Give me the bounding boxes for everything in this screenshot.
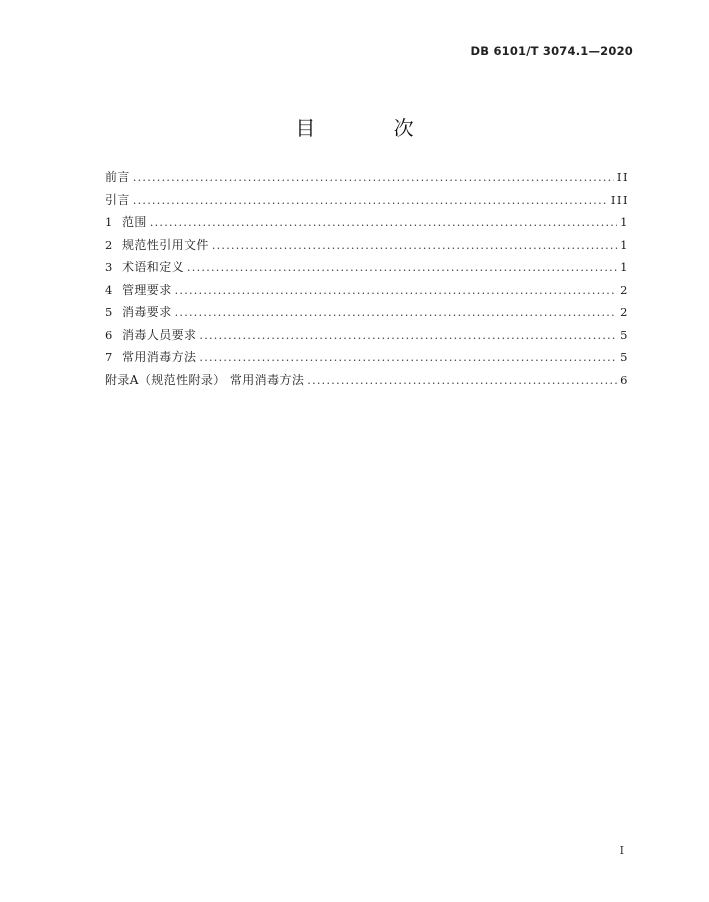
dot-leader <box>150 212 617 235</box>
toc-entry-page: 5 <box>620 350 629 364</box>
toc-entry-page: 1 <box>620 215 629 229</box>
toc-entry-label: 消毒人员要求 <box>122 327 197 342</box>
toc-entry-appendix-a[interactable] <box>105 369 629 392</box>
toc-entry-number: 1 <box>105 215 113 229</box>
toc-entry-terms-definitions[interactable] <box>105 256 629 279</box>
dot-leader <box>212 235 617 258</box>
toc-entry-label: 消毒要求 <box>122 305 172 319</box>
toc-entry-label: 附录A（规范性附录） 常用消毒方法 <box>105 372 305 387</box>
toc-title: 目 次 <box>295 116 450 140</box>
dot-leader <box>187 257 617 280</box>
toc-entry-label: 引言 <box>105 192 130 207</box>
toc-entry-scope[interactable] <box>105 211 629 234</box>
standard-number: DB 6101/T 3074.1—2020 <box>470 44 633 58</box>
dot-leader <box>175 302 618 325</box>
toc-entry-common-methods[interactable] <box>105 346 629 369</box>
toc-entry-number: 7 <box>105 350 113 364</box>
page-number: I <box>619 844 624 857</box>
toc-entry-normative-references[interactable] <box>105 234 629 257</box>
toc-entry-management-requirements[interactable] <box>105 279 629 302</box>
toc-entry-page: 5 <box>620 327 629 342</box>
dot-leader <box>133 190 608 213</box>
table-of-contents <box>105 166 629 391</box>
toc-entry-introduction[interactable] <box>105 189 629 212</box>
toc-entry-label: 常用消毒方法 <box>122 350 197 364</box>
dot-leader <box>175 280 618 303</box>
toc-entry-disinfection-requirements[interactable] <box>105 301 629 324</box>
toc-entry-page: 6 <box>620 372 629 387</box>
toc-entry-number: 3 <box>105 260 113 274</box>
toc-entry-page: 1 <box>620 260 629 274</box>
toc-entry-label: 管理要求 <box>122 282 172 297</box>
dot-leader <box>199 325 617 348</box>
toc-entry-label: 范围 <box>122 215 147 229</box>
toc-entry-number: 2 <box>105 237 113 252</box>
toc-entry-page: 1 <box>620 237 629 252</box>
toc-entry-number: 6 <box>105 327 113 342</box>
toc-entry-page: 2 <box>620 305 629 319</box>
toc-entry-number: 4 <box>105 282 113 297</box>
toc-entry-label: 规范性引用文件 <box>122 237 209 252</box>
dot-leader <box>133 167 614 190</box>
toc-entry-foreword[interactable] <box>105 166 629 189</box>
toc-entry-page: 2 <box>620 282 629 297</box>
toc-entry-page: III <box>610 192 629 207</box>
toc-entry-label: 前言 <box>105 170 130 184</box>
toc-entry-page: II <box>616 170 629 184</box>
dot-leader <box>307 370 617 393</box>
toc-entry-label: 术语和定义 <box>122 260 185 274</box>
toc-entry-personnel-requirements[interactable] <box>105 324 629 347</box>
dot-leader <box>199 347 617 370</box>
toc-entry-number: 5 <box>105 305 113 319</box>
